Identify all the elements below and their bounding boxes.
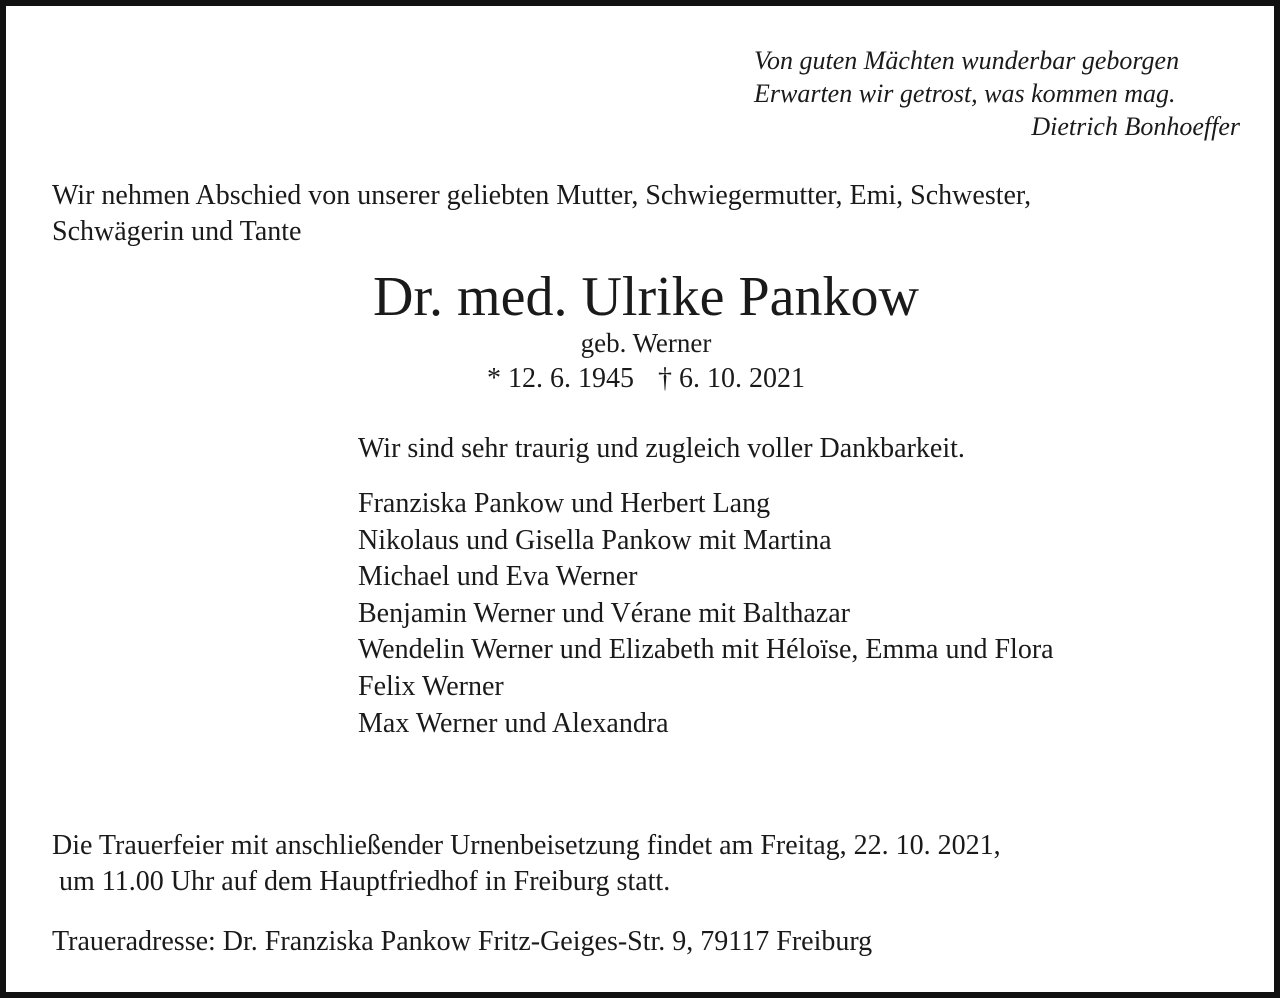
gratitude-statement: Wir sind sehr traurig und zugleich voller Dankbarkeit. xyxy=(358,433,965,464)
life-dates xyxy=(6,361,1280,397)
mourner-entry: Michael und Eva Werner xyxy=(358,561,638,593)
motto-quote xyxy=(754,44,1240,143)
funeral-line: um 11.00 Uhr auf dem Hauptfriedhof in Freiburg statt. xyxy=(52,866,671,897)
mourners-list xyxy=(358,486,1054,742)
mourner-entry: Max Werner und Alexandra xyxy=(358,707,669,739)
funeral-line: Die Trauerfeier mit anschließender Urnenbeisetzung findet am Freitag, 22. 10. 2021, xyxy=(52,830,1001,861)
birth-date: * 12. 6. 1945 xyxy=(487,363,634,394)
mourner-entry: Felix Werner xyxy=(358,670,504,702)
mourner-entry: Franziska Pankow und Herbert Lang xyxy=(358,488,771,519)
farewell-intro xyxy=(52,178,1232,250)
death-date: † 6. 10. 2021 xyxy=(658,363,805,394)
motto-line: Erwarten wir getrost, was kommen mag. xyxy=(754,79,1176,108)
mourner-entry: Benjamin Werner und Vérane mit Balthazar xyxy=(358,597,850,629)
intro-line: Schwägerin und Tante xyxy=(52,216,302,247)
motto-author: Dietrich Bonhoeffer xyxy=(1031,112,1240,141)
maiden-name: geb. Werner xyxy=(580,328,712,358)
intro-line: Wir nehmen Abschied von unserer geliebten Mutter, Schwiegermutter, Emi, Schwester, xyxy=(52,180,1032,211)
deceased-name: Dr. med. Ulrike Pankow xyxy=(373,266,919,328)
funeral-notice xyxy=(52,828,1232,900)
mourner-entry: Wendelin Werner und Elizabeth mit Héloïse, Emma und Flora xyxy=(358,634,1054,666)
mourner-entry: Nikolaus und Gisella Pankow mit Martina xyxy=(358,524,832,556)
mourning-address: Traueradresse: Dr. Franziska Pankow Fritz-Geiges-Str. 9, 79117 Freiburg xyxy=(52,926,873,957)
motto-line: Von guten Mächten wunderbar geborgen xyxy=(754,46,1180,75)
